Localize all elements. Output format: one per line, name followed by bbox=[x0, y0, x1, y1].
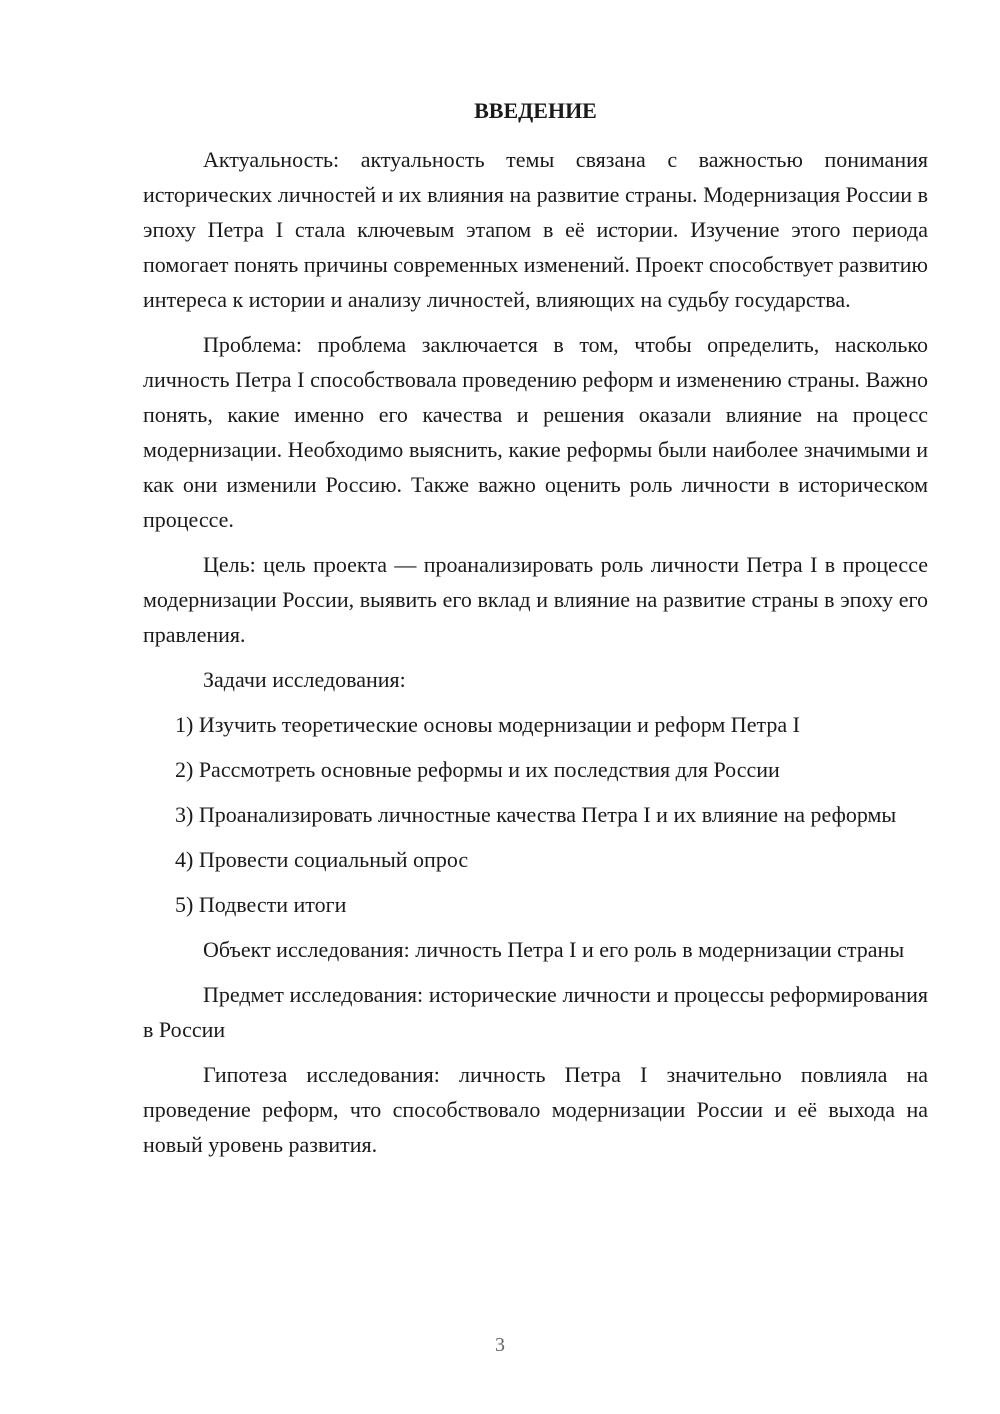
page-number: 3 bbox=[495, 1334, 505, 1356]
task-item: 5) Подвести итоги bbox=[175, 892, 347, 917]
section-title: ВВЕДЕНИЕ bbox=[474, 98, 597, 123]
paragraph-tasks-heading: Задачи исследования: bbox=[203, 667, 406, 692]
paragraph-object: Объект исследования: личность Петра I и его роль в модернизации страны bbox=[203, 937, 905, 962]
paragraph-problem: Проблема: проблема заключается в том, чтобы определить, насколько личность Петра I способствовала проведению реформ и изменению страны. Важно понять, какие именно его качества и решения оказали влияние на процесс модернизации. Необходимо выяснить, какие реформы были наиболее значимыми и как они изменили Россию. Также важно оценить роль личности в историческом процессе. bbox=[143, 332, 928, 532]
paragraph-goal: Цель: цель проекта — проанализировать роль личности Петра I в процессе модернизации России, выявить его вклад и влияние на развитие страны в эпоху его правления. bbox=[143, 552, 928, 647]
paragraph-subject: Предмет исследования: исторические личности и процессы реформирования в России bbox=[143, 982, 928, 1042]
document-body bbox=[143, 142, 928, 1172]
task-item: 4) Провести социальный опрос bbox=[175, 847, 469, 872]
task-item: 1) Изучить теоретические основы модернизации и реформ Петра I bbox=[175, 712, 800, 737]
paragraph-hypothesis: Гипотеза исследования: личность Петра I значительно повлияла на проведение реформ, что способствовало модернизации России и её выхода на новый уровень развития. bbox=[143, 1062, 928, 1157]
paragraph-relevance: Актуальность: актуальность темы связана с важностью понимания исторических личностей и их влияния на развитие страны. Модернизация России в эпоху Петра I стала ключевым этапом в её истории. Изучение этого периода помогает понять причины современных изменений. Проект способствует развитию интереса к истории и анализу личностей, влияющих на судьбу государства. bbox=[143, 147, 928, 312]
task-item: 3) Проанализировать личностные качества Петра I и их влияние на реформы bbox=[175, 802, 897, 827]
task-item: 2) Рассмотреть основные реформы и их последствия для России bbox=[175, 757, 780, 782]
